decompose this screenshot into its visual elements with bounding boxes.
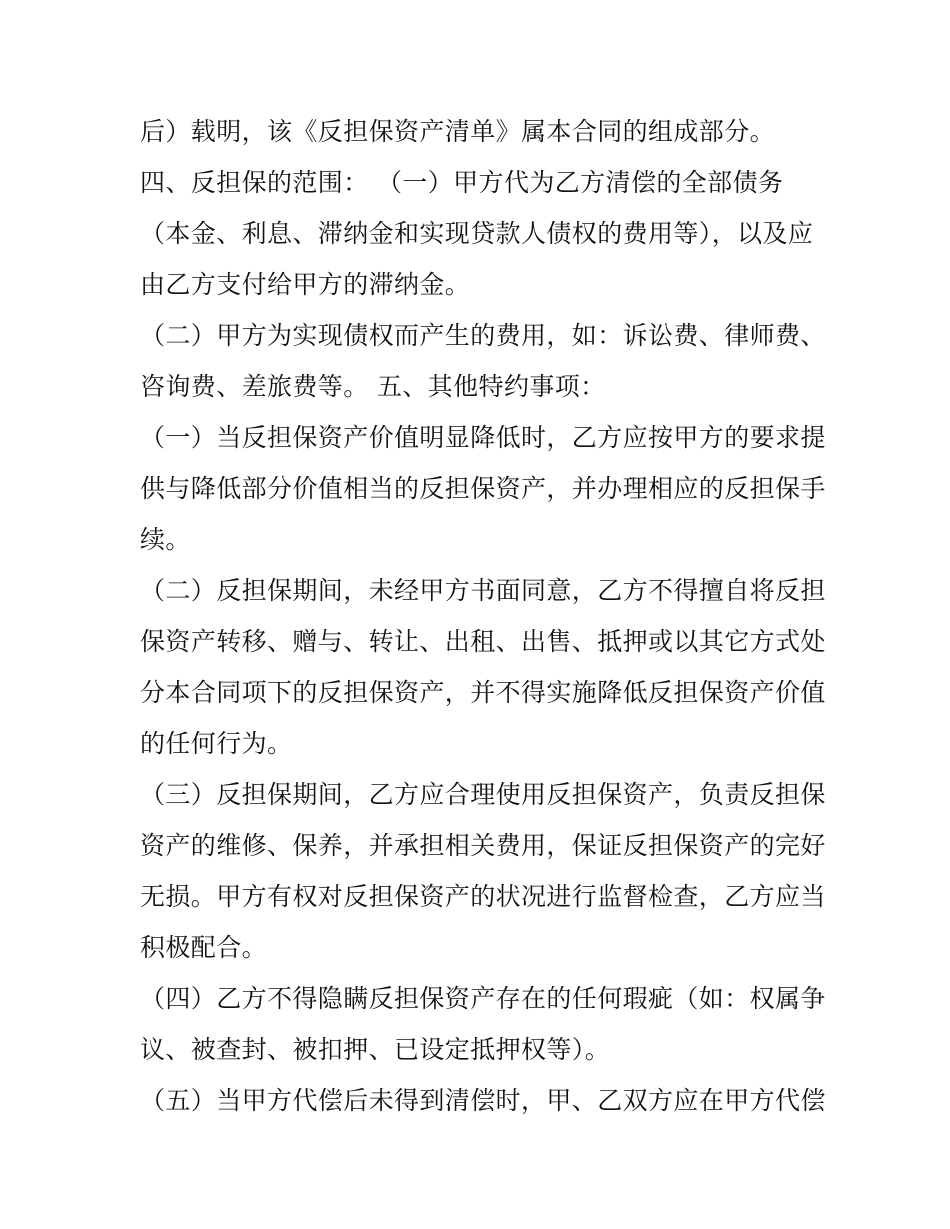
text-line-9: 续。 (140, 525, 191, 554)
text-line-15: 资产的维修、保养，并承担相关费用，保证反担保资产的完好 (140, 831, 826, 860)
text-line-8: 供与降低部分价值相当的反担保资产，并办理相应的反担保手 (140, 474, 826, 503)
text-line-2: 四、反担保的范围： （一）甲方代为乙方清偿的全部债务 (140, 168, 784, 197)
text-line-12: 分本合同项下的反担保资产，并不得实施降低反担保资产价值 (140, 678, 826, 707)
text-line-1: 后）载明，该《反担保资产清单》属本合同的组成部分。 (140, 117, 776, 146)
text-line-3: （本金、利息、滞纳金和实现贷款人债权的费用等），以及应 (140, 219, 814, 248)
document-body (140, 106, 826, 1126)
text-line-18: （四）乙方不得隐瞒反担保资产存在的任何瑕疵（如：权属争 (140, 984, 826, 1013)
text-line-6: 咨询费、差旅费等。 五、其他特约事项： (140, 372, 606, 401)
text-line-4: 由乙方支付给甲方的滞纳金。 (140, 270, 471, 299)
text-line-19: 议、被查封、被扣押、已设定抵押权等）。 (140, 1035, 611, 1064)
text-line-20: （五）当甲方代偿后未得到清偿时，甲、乙双方应在甲方代偿 (140, 1086, 826, 1115)
text-line-17: 积极配合。 (140, 933, 268, 962)
text-line-10: （二）反担保期间，未经甲方书面同意，乙方不得擅自将反担 (140, 576, 826, 605)
text-line-13: 的任何行为。 (140, 729, 293, 758)
text-line-16: 无损。甲方有权对反担保资产的状况进行监督检查，乙方应当 (140, 882, 826, 911)
text-line-11: 保资产转移、赠与、转让、出租、出售、抵押或以其它方式处 (140, 627, 826, 656)
text-line-5: （二）甲方为实现债权而产生的费用，如：诉讼费、律师费、 (140, 321, 826, 350)
text-line-7: （一）当反担保资产价值明显降低时，乙方应按甲方的要求提 (140, 423, 826, 452)
text-line-14: （三）反担保期间，乙方应合理使用反担保资产，负责反担保 (140, 780, 826, 809)
